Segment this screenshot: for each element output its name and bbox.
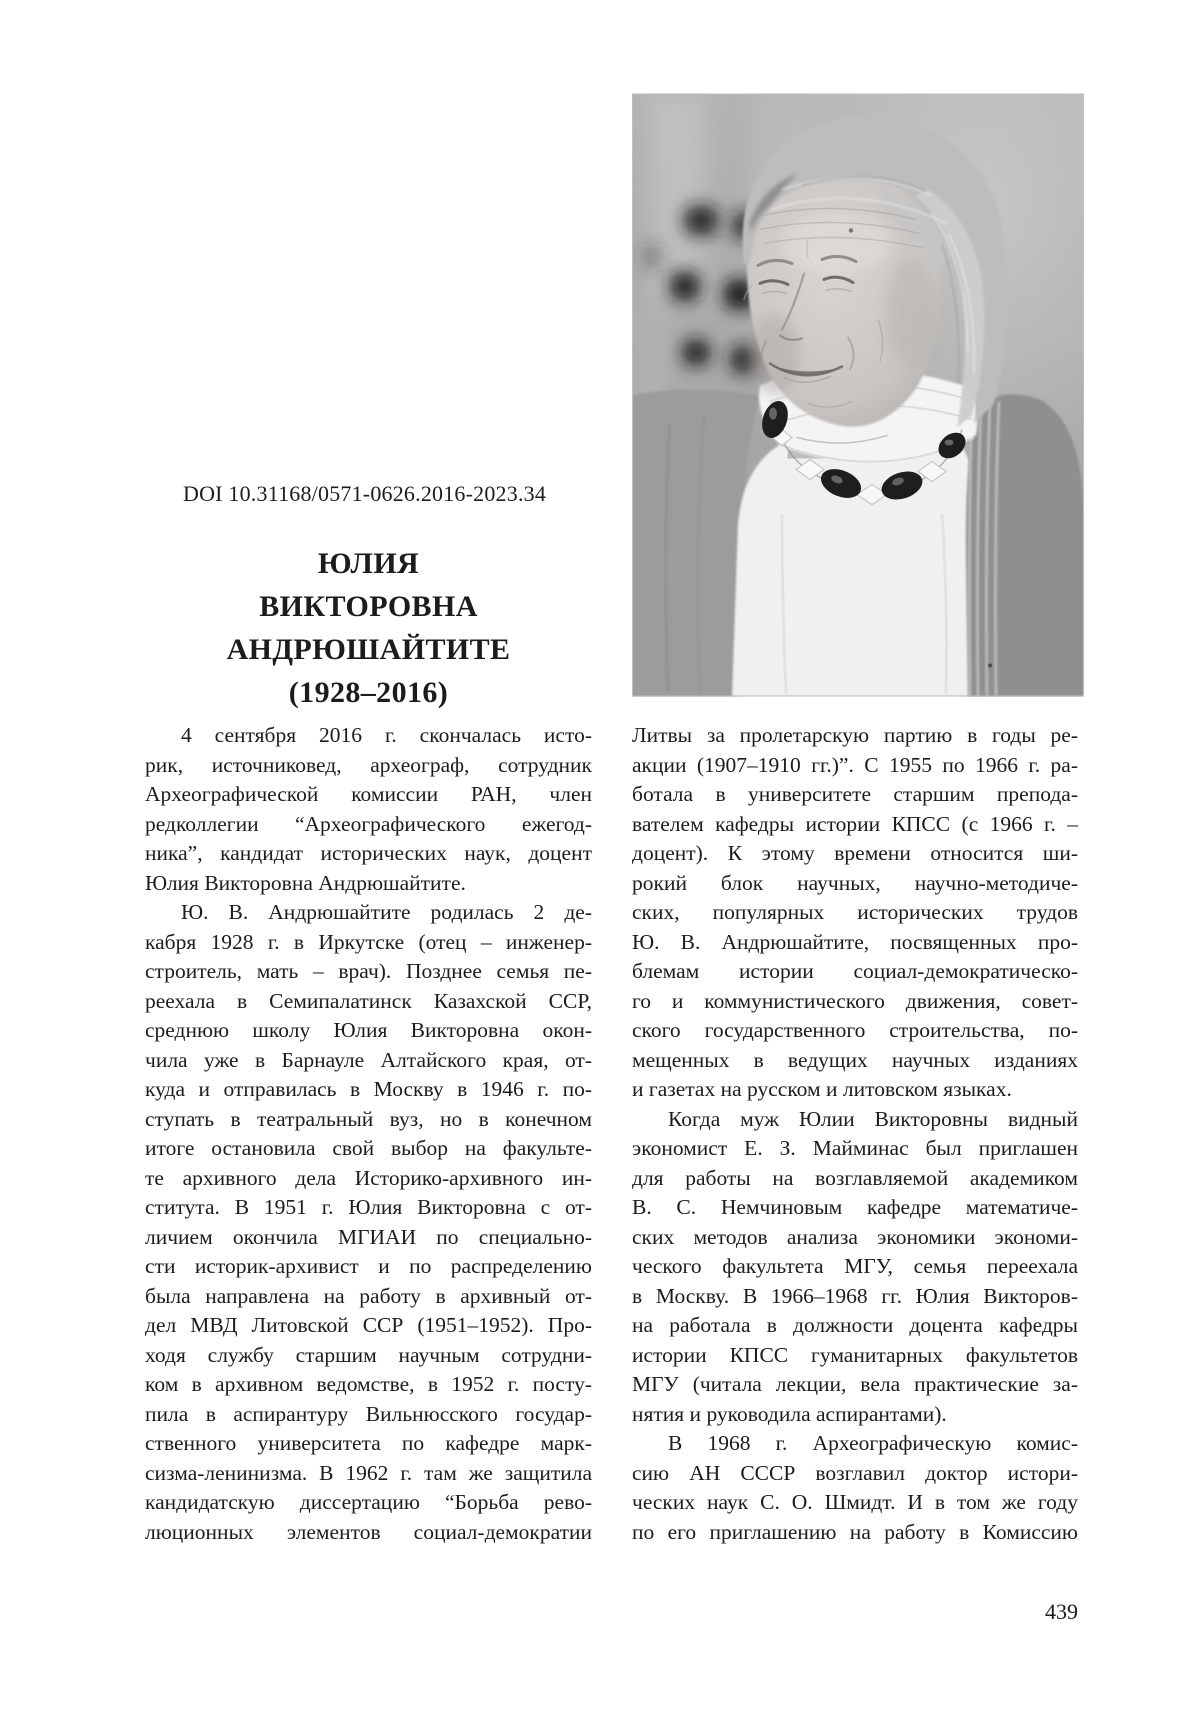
text-line: ститута. В 1951 г. Юлия Викторовна с от- (145, 1195, 592, 1219)
text-column-left (145, 721, 592, 1547)
text-line: Литвы за пролетарскую партию в годы ре- (632, 723, 1078, 747)
text-line: ческих наук С. О. Шмидт. И в том же году (632, 1490, 1078, 1514)
obituary-title (145, 542, 592, 714)
text-line: реехала в Семипалатинск Казахской ССР, (145, 988, 592, 1013)
text-line: среднюю школу Юлия Викторовна окон- (145, 1018, 592, 1042)
portrait-photo-illustration (632, 93, 1084, 697)
text-line: строитель, мать – врач). Позднее семья пе- (145, 959, 592, 983)
text-line: ника”, кандидат исторических наук, доцент (145, 841, 592, 865)
text-line: куда и отправилась в Москву в 1946 г. по- (145, 1077, 592, 1101)
text-line: сизма-ленинизма. В 1962 г. там же защитила (145, 1460, 592, 1485)
text-line: Археографической комиссии РАН, член (145, 782, 592, 806)
text-line: в Москву. В 1966–1968 гг. Юлия Викторов- (632, 1283, 1078, 1308)
text-line: Ю. В. Андрюшайтите родилась 2 де- (181, 900, 592, 924)
text-line: ственного университета по кафедре марк- (145, 1431, 592, 1455)
text-line: была направлена на работу в архивный от- (145, 1283, 592, 1308)
text-line: блемам истории социал-демократическо- (632, 959, 1078, 983)
text-line: для работы на возглавляемой академиком (632, 1165, 1078, 1190)
text-line: пила в аспирантуру Вильнюсского государ- (145, 1401, 592, 1426)
text-line: личием окончила МГИАИ по специально- (145, 1224, 592, 1249)
title-line-years: (1928–2016) (288, 676, 449, 709)
text-line: ботала в университете старшим препода- (632, 782, 1078, 806)
text-line: истории КПСС гуманитарных факультетов (632, 1342, 1078, 1367)
title-line: ЮЛИЯ (317, 547, 420, 580)
text-line: рик, источниковед, археограф, сотрудник (145, 752, 592, 777)
title-line: ВИКТОРОВНА (259, 590, 478, 623)
text-column-right (632, 721, 1078, 1547)
text-line: Юлия Викторовна Андрюшайтите. (145, 870, 466, 895)
portrait-photo (632, 93, 1084, 697)
text-line: В. С. Немчиновым кафедре математиче- (632, 1195, 1078, 1219)
text-line: те архивного дела Историко-архивного ин- (145, 1165, 592, 1190)
text-line: вателем кафедры истории КПСС (с 1966 г. – (632, 811, 1078, 836)
text-line: итоге остановила свой выбор на факульте- (145, 1136, 592, 1160)
text-line: ских, популярных исторических трудов (632, 900, 1078, 924)
text-line: мещенных в ведущих научных изданиях (632, 1047, 1078, 1072)
title-line: АНДРЮШАЙТИТЕ (226, 633, 511, 666)
text-line: Ю. В. Андрюшайтите, посвященных про- (632, 929, 1078, 954)
text-line: на работала в должности доцента кафедры (632, 1313, 1078, 1337)
text-line: люционных элементов социал-демократии (145, 1519, 592, 1544)
text-line: 4 сентября 2016 г. скончалась исто- (181, 723, 592, 747)
text-line: ступать в театральный вуз, но в конечном (145, 1106, 592, 1131)
text-line: ческого факультета МГУ, семья переехала (632, 1254, 1078, 1278)
page-number: 439 (1045, 1599, 1078, 1624)
text-line: редколлегии “Археографического ежегод- (145, 811, 592, 836)
text-line: ского государственного строительства, по- (632, 1018, 1078, 1042)
text-line: по его приглашению на работу в Комиссию (632, 1519, 1078, 1544)
text-line: МГУ (читала лекции, вела практические за- (632, 1372, 1078, 1396)
text-line: рокий блок научных, научно-методиче- (632, 870, 1078, 895)
text-line: доцент). К этому времени относится ши- (632, 841, 1078, 865)
text-line: ком в архивном ведомстве, в 1952 г. посту- (145, 1372, 592, 1396)
text-line: сию АН СССР возглавил доктор истори- (632, 1460, 1078, 1485)
text-line: В 1968 г. Археографическую комис- (668, 1431, 1078, 1455)
doi-line: DOI 10.31168/0571-0626.2016-2023.34 (183, 481, 547, 506)
text-line: дел МВД Литовской ССР (1951–1952). Про- (145, 1313, 592, 1337)
text-line: акции (1907–1910 гг.)”. С 1955 по 1966 г. ра- (632, 752, 1078, 777)
text-line: кабря 1928 г. в Иркутске (отец – инженер- (145, 929, 592, 954)
text-line: ходя службу старшим научным сотрудни- (145, 1342, 592, 1367)
text-line: кандидатскую диссертацию “Борьба рево- (145, 1490, 592, 1514)
text-line: и газетах на русском и литовском языках. (632, 1077, 1012, 1101)
text-line: го и коммунистического движения, совет- (632, 988, 1078, 1013)
text-line: сти историк-архивист и по распределению (145, 1254, 592, 1278)
text-line: чила уже в Барнауле Алтайского края, от- (145, 1047, 592, 1072)
text-line: ских методов анализа экономики экономи- (632, 1224, 1078, 1249)
text-line: Когда муж Юлии Викторовны видный (668, 1106, 1078, 1131)
text-line: экономист Е. З. Майминас был приглашен (632, 1136, 1078, 1160)
text-line: нятия и руководила аспирантами). (632, 1401, 947, 1426)
